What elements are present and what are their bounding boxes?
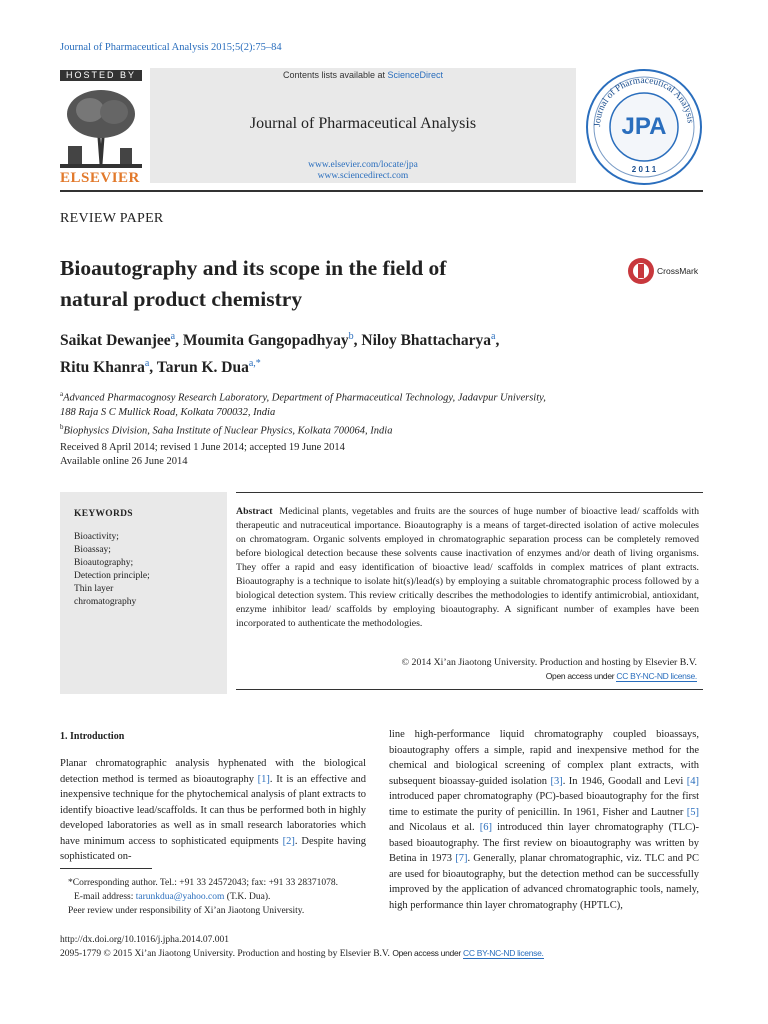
journal-url-elsevier[interactable]: www.elsevier.com/locate/jpa [308, 160, 418, 170]
author-name: Tarun K. Dua [156, 359, 249, 377]
contents-prefix: Contents lists available at [282, 70, 388, 80]
oa-prefix: Open access under [545, 671, 617, 681]
elsevier-logo-text: ELSEVIER [60, 170, 140, 186]
oa-prefix: Open access under [392, 948, 463, 958]
keywords-list [74, 531, 214, 609]
affil-text: Advanced Pharmacognosy Research Laboratory, Department of Pharmaceutical Technology, Jadavpur University, [63, 392, 546, 404]
page-footer [60, 934, 700, 961]
article-dates [60, 441, 700, 469]
author-separator: , [495, 332, 500, 350]
abstract-label: Abstract [236, 506, 273, 517]
affiliation-a [60, 387, 700, 406]
issn-text: 2095-1779 © 2015 Xi’an Jiaotong University. Production and hosting by Elsevier B.V. [60, 949, 393, 959]
received-dates: Received 8 April 2014; revised 1 June 2014; accepted 19 June 2014 [60, 442, 345, 453]
email-link[interactable]: tarunkdua@yahoo.com [135, 892, 225, 902]
keyword-item: Detection principle; [74, 571, 150, 581]
author-affil-sup[interactable]: a [491, 331, 496, 342]
footnotes [60, 876, 370, 918]
author-separator: , [353, 332, 362, 350]
jpa-logo-letters: JPA [621, 113, 667, 140]
body-text: . Generally, planar chromatographic, viz. TLC and PC are used for bioautography, but the detection method can be successfully improved by the application of advanced chromatographic tools, namely, high performance thin layer chromatography (HPTLC), [389, 853, 700, 911]
crossmark-icon [627, 257, 655, 285]
footer-license-link[interactable]: CC BY-NC-ND license. [463, 948, 544, 958]
citation-link[interactable]: [3] [550, 775, 563, 787]
body-text: Planar chromatographic analysis hyphenated with the biological detection method is termed as bioautography [60, 758, 366, 785]
affiliation-a-line2: 188 Raja S C Mullick Road, Kolkata 700032, India [60, 406, 276, 418]
journal-urls [150, 160, 576, 182]
body-text: . It is an effective and inexpensive technique for the phytochemical analysis of plant extracts to identify bioactive lead/scaffolds. It can thus be performed both in highly developed laboratories as well as in small research laboratories which have minimum access to sophisticated equipments [60, 773, 366, 847]
crossmark-badge[interactable] [627, 257, 707, 287]
header-divider [60, 190, 703, 192]
abstract [236, 505, 699, 631]
abstract-copyright: © 2014 Xi’an Jiaotong University. Production and hosting by Elsevier B.V. [401, 657, 697, 668]
journal-title: Journal of Pharmaceutical Analysis [249, 115, 477, 132]
title-line-2: natural product chemistry [60, 287, 303, 311]
issn-line [60, 947, 700, 961]
body-text: . Despite having sophisticated on- [60, 835, 367, 862]
hosted-by-label: HOSTED BY [60, 70, 142, 81]
author-list [60, 325, 660, 379]
body-text: and Nicolaus et al. [389, 822, 480, 833]
title-line-1: Bioautography and its scope in the field of [60, 256, 447, 280]
citation-link[interactable]: [4] [686, 775, 699, 787]
affil-marker: b [60, 422, 64, 431]
corresponding-author-note: *Corresponding author. Tel.: +91 33 24572043; fax: +91 33 28371078. [68, 878, 339, 888]
section-heading-introduction: 1. Introduction [60, 731, 125, 742]
journal-reference[interactable]: Journal of Pharmaceutical Analysis 2015;5(2):75–84 [60, 42, 282, 53]
body-text: line high-performance liquid chromatography coupled bioassays, bioautography offers a simple, rapid and inexpensive method for the chemical and biological screening of complex plant extracts, with subsequent bioassay-guided isolation [389, 729, 699, 787]
abstract-bottom-rule [236, 689, 703, 690]
keywords-heading: KEYWORDS [74, 509, 133, 519]
license-link[interactable]: CC BY-NC-ND license. [616, 671, 697, 681]
sciencedirect-link[interactable]: ScienceDirect [387, 70, 444, 80]
keyword-item: Bioassay; [74, 545, 111, 555]
available-online: Available online 26 June 2014 [60, 456, 188, 467]
open-access-note [236, 671, 697, 681]
keyword-item: Bioautography; [74, 558, 134, 568]
author-affil-sup[interactable]: b [348, 331, 354, 342]
body-column-right [389, 727, 699, 913]
email-note [60, 890, 370, 904]
citation-link[interactable]: [5] [686, 806, 699, 818]
body-text: introduced paper chromatography (PC)-based bioautography for the first time to estimate the purity of penicillin. In 1961, Fisher and Lautner [389, 791, 699, 818]
author-name: Saikat Dewanjee [60, 332, 171, 350]
jpa-journal-logo [585, 68, 703, 186]
keyword-item: chromatography [74, 597, 137, 607]
authors-line-2 [60, 352, 660, 379]
affiliations [60, 387, 700, 438]
affil-marker: a [60, 390, 64, 398]
keyword-item: Thin layer [74, 584, 114, 594]
body-column-left [60, 756, 366, 865]
elsevier-tree-logo [60, 84, 142, 168]
article-title [60, 253, 580, 315]
journal-url-sciencedirect[interactable]: www.sciencedirect.com [317, 171, 409, 181]
author-separator: , [149, 359, 157, 377]
crossmark-label: CrossMark [657, 266, 699, 276]
affiliation-b [60, 420, 700, 439]
author-separator: , [175, 332, 183, 350]
author-affil-sup[interactable]: a [170, 331, 176, 342]
body-text: . In 1946, Goodall and Levi [562, 775, 687, 787]
footnote-rule [60, 868, 152, 869]
email-prefix: E-mail address: [74, 892, 136, 902]
peer-review-note: Peer review under responsibility of Xi’an Jiaotong University. [68, 906, 305, 916]
affil-text: Biophysics Division, Saha Institute of Nuclear Physics, Kolkata 700064, India [63, 425, 393, 436]
abstract-top-rule [236, 492, 703, 493]
contents-available [150, 70, 576, 80]
keyword-item: Bioactivity; [74, 532, 119, 542]
author-name: Ritu Khanra [60, 359, 145, 377]
body-text: introduced thin layer chromatography (TLC)-based bioautography. The first review on bioautography was written by Betina in 1973 [389, 822, 699, 864]
footer-oa [392, 948, 543, 959]
citation-link[interactable]: [2] [282, 835, 295, 847]
author-affil-sup[interactable]: a [144, 358, 150, 370]
author-affil-sup[interactable]: a,* [248, 358, 261, 370]
doi-link[interactable]: http://dx.doi.org/10.1016/j.jpha.2014.07.001 [60, 935, 229, 945]
paper-type: REVIEW PAPER [60, 211, 164, 226]
authors-line-1 [60, 325, 660, 352]
citation-link[interactable]: [6] [479, 822, 493, 833]
citation-link[interactable]: [7] [455, 853, 468, 864]
citation-link[interactable]: [1] [257, 773, 270, 785]
jpa-logo-ring-text: Journal of Pharmaceutical Analysis [592, 75, 695, 128]
author-name: Moumita Gangopadhyay [182, 332, 349, 350]
email-suffix: (T.K. Dua). [224, 892, 271, 902]
jpa-logo-year: 2 0 1 1 [631, 165, 657, 174]
author-name: Niloy Bhattacharya [361, 332, 491, 350]
abstract-text: Medicinal plants, vegetables and fruits are the sources of huge number of bioactive lead/ scaffolds with therapeutic and nutraceutical importance. Bioautography is a means of target-directed isolation of active molecules on chromatogram. Organic solvents employed in chromatographic separation process can be completely removed before biological detection because these solvents cause inactivation of enzymes and/or death of living organisms. They offer a rapid and easy identification of bioactive lead/ scaffolds in complex matrices of plant extracts. Bioautography is a technique to isolate hit(s)/lead(s) by employing a suitable chromatographic process followed by a biological detection system. This review critically describes the methodologies to identify antimicrobial, antioxidant, enzyme inhibitor lead/ scaffolds by employing bioautography. A significant number of examples have been incorporated to authenticate the methodologies. [236, 506, 699, 629]
